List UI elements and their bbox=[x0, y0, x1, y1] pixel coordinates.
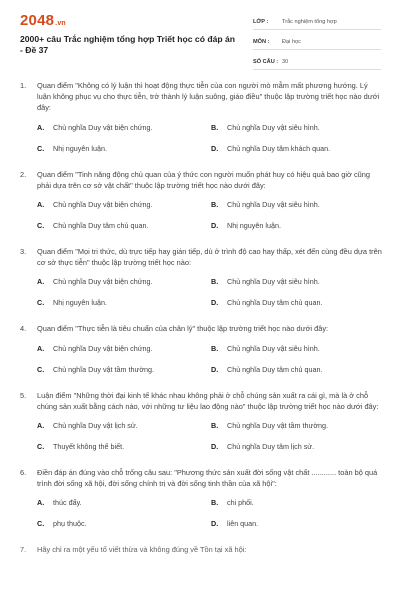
answer-option-a[interactable] bbox=[37, 498, 211, 508]
question-text: Quan điểm "Tinh năng động chủ quan của ý thức con người muốn phát huy có hiệu quả bao giờ cũng phải dựa trên cơ sở vật chất" thuộc lập trường triết học nào dưới đây: bbox=[37, 169, 370, 190]
question-item bbox=[20, 246, 382, 308]
meta-label: LỚP : bbox=[253, 18, 269, 25]
option-text: Chủ nghĩa Duy tâm chủ quan. bbox=[227, 298, 323, 308]
option-text: thúc đẩy. bbox=[53, 498, 82, 508]
answer-option-c[interactable] bbox=[37, 442, 211, 452]
answer-option-a[interactable] bbox=[37, 277, 211, 287]
option-letter: B. bbox=[211, 343, 219, 353]
option-text: Chủ nghĩa Duy tâm chủ quan. bbox=[53, 221, 149, 231]
page-title: 2000+ câu Trắc nghiệm tổng hợp Triết học có đáp án - Đề 37 bbox=[20, 34, 236, 55]
option-letter: C. bbox=[37, 364, 45, 374]
option-letter: D. bbox=[211, 519, 219, 529]
site-logo[interactable] bbox=[20, 12, 66, 29]
option-letter: A. bbox=[37, 498, 45, 508]
option-text: Chủ nghĩa Duy vật tầm thường. bbox=[53, 364, 155, 374]
option-text: Chủ nghĩa Duy vật tầm thường. bbox=[227, 421, 329, 431]
option-text: chi phối. bbox=[227, 498, 254, 508]
answer-options bbox=[37, 123, 382, 154]
option-letter: D. bbox=[211, 298, 219, 308]
question-number: 4. bbox=[20, 324, 27, 334]
option-text: Chủ nghĩa Duy vật siêu hình. bbox=[227, 200, 320, 210]
answer-option-d[interactable] bbox=[211, 365, 385, 375]
meta-value: Trắc nghiệm tổng hợp bbox=[282, 18, 337, 25]
answer-option-c[interactable] bbox=[37, 144, 211, 154]
answer-option-c[interactable] bbox=[37, 221, 211, 231]
answer-options bbox=[37, 421, 382, 452]
question-item bbox=[20, 169, 382, 231]
answer-option-a[interactable] bbox=[37, 123, 211, 133]
question-text: Điền đáp án đúng vào chỗ trống câu sau: "Phương thức sản xuất đời sống vật chất ............ toàn bộ quá trình đời sống xã hội, đời sống chính trị và đời sống tinh thần của xã hội": bbox=[37, 468, 378, 489]
question-number: 5. bbox=[20, 390, 27, 400]
answer-options bbox=[37, 344, 382, 375]
option-letter: D. bbox=[211, 143, 219, 153]
answer-option-b[interactable] bbox=[211, 421, 385, 431]
option-letter: D. bbox=[211, 364, 219, 374]
option-text: Chủ nghĩa Duy vật biện chứng. bbox=[53, 122, 153, 132]
answer-option-b[interactable] bbox=[211, 123, 385, 133]
question-text: Hãy chỉ ra một yếu tố viết thừa và không đúng về Tồn tại xã hội: bbox=[37, 545, 247, 555]
document-header bbox=[0, 0, 400, 64]
answer-option-d[interactable] bbox=[211, 221, 385, 231]
question-text: Quan điểm "Không có lý luận thì hoạt động thực tiễn của con người mò mẫm mất phương hướng. Lý luận không phục vụ cho thực tiễn, trở thành lý luận suông, giáo điều" thuộc lập trường triết học nào dưới đây: bbox=[37, 81, 380, 113]
answer-option-a[interactable] bbox=[37, 344, 211, 354]
question-number: 7. bbox=[20, 545, 27, 555]
question-number: 2. bbox=[20, 169, 27, 179]
answer-option-a[interactable] bbox=[37, 421, 211, 431]
option-text: phụ thuộc. bbox=[53, 519, 87, 529]
answer-options bbox=[37, 277, 382, 308]
option-text: Chủ nghĩa Duy vật lịch sử. bbox=[53, 421, 138, 431]
answer-option-a[interactable] bbox=[37, 200, 211, 210]
option-letter: D. bbox=[211, 221, 219, 231]
answer-option-b[interactable] bbox=[211, 200, 385, 210]
answer-option-d[interactable] bbox=[211, 519, 385, 529]
option-text: Chủ nghĩa Duy tâm lịch sử. bbox=[227, 442, 315, 452]
option-text: Chủ nghĩa Duy tâm khách quan. bbox=[227, 143, 331, 153]
option-text: Chủ nghĩa Duy vật siêu hình. bbox=[227, 122, 320, 132]
option-text: Chủ nghĩa Duy tâm chủ quan. bbox=[227, 364, 323, 374]
option-text: Nhị nguyên luận. bbox=[53, 143, 107, 153]
question-item bbox=[20, 390, 382, 452]
meta-row-subject bbox=[253, 34, 381, 50]
option-letter: A. bbox=[37, 122, 45, 132]
question-number: 6. bbox=[20, 468, 27, 478]
option-text: Nhị nguyên luận. bbox=[227, 221, 281, 231]
option-letter: C. bbox=[37, 442, 45, 452]
question-text: Quan điểm "Mọi tri thức, dù trực tiếp hay gián tiếp, dù ở trình độ cao hay thấp, xét đến cùng đều dựa trên cơ sở thực tiễn" thuộc lập trường triết học nào: bbox=[37, 247, 382, 268]
option-letter: B. bbox=[211, 421, 219, 431]
meta-label: SỐ CÂU : bbox=[253, 58, 279, 65]
option-letter: C. bbox=[37, 221, 45, 231]
answer-option-d[interactable] bbox=[211, 442, 385, 452]
answer-option-d[interactable] bbox=[211, 298, 385, 308]
meta-row-class bbox=[253, 14, 381, 30]
question-number: 1. bbox=[20, 81, 27, 90]
option-letter: B. bbox=[211, 122, 219, 132]
meta-value: 30 bbox=[282, 58, 289, 65]
option-text: Chủ nghĩa Duy vật biện chứng. bbox=[53, 200, 153, 210]
meta-row-count bbox=[253, 54, 381, 70]
question-text: Quan điểm "Thực tiễn là tiêu chuẩn của chân lý" thuộc lập trường triết học nào dưới đây: bbox=[37, 324, 329, 334]
option-letter: D. bbox=[211, 442, 219, 452]
option-letter: A. bbox=[37, 200, 45, 210]
answer-option-c[interactable] bbox=[37, 298, 211, 308]
meta-label: MÔN : bbox=[253, 38, 270, 45]
answer-option-b[interactable] bbox=[211, 344, 385, 354]
option-text: Chủ nghĩa Duy vật siêu hình. bbox=[227, 343, 320, 353]
answer-option-b[interactable] bbox=[211, 277, 385, 287]
option-text: liên quan. bbox=[227, 519, 259, 529]
answer-options bbox=[37, 498, 382, 529]
option-letter: A. bbox=[37, 421, 45, 431]
option-text: Chủ nghĩa Duy vật biện chứng. bbox=[53, 343, 153, 353]
option-text: Nhị nguyên luận. bbox=[53, 298, 107, 308]
question-number: 3. bbox=[20, 247, 27, 257]
question-item bbox=[20, 80, 382, 154]
option-letter: A. bbox=[37, 277, 45, 287]
logo-suffix: .vn bbox=[55, 20, 66, 27]
option-text: Chủ nghĩa Duy vật siêu hình. bbox=[227, 277, 320, 287]
answer-option-c[interactable] bbox=[37, 365, 211, 375]
answer-option-d[interactable] bbox=[211, 144, 385, 154]
option-letter: B. bbox=[211, 498, 219, 508]
question-item bbox=[20, 467, 382, 529]
answer-option-b[interactable] bbox=[211, 498, 385, 508]
question-list bbox=[20, 80, 382, 571]
option-text: Thuyết không thể biết. bbox=[53, 442, 125, 452]
option-letter: C. bbox=[37, 519, 45, 529]
option-letter: B. bbox=[211, 200, 219, 210]
answer-option-c[interactable] bbox=[37, 519, 211, 529]
logo-text: 2048 bbox=[20, 12, 55, 29]
meta-info-panel bbox=[253, 14, 381, 74]
option-letter: A. bbox=[37, 343, 45, 353]
answer-options bbox=[37, 200, 382, 231]
meta-value: Đại học bbox=[282, 38, 301, 45]
question-text: Luận điểm "Những thời đại kinh tế khác nhau không phải ở chỗ chúng sản xuất ra cái gì, mà là ở chỗ chúng sản xuất bằng cách nào, với những tư liệu lao động nào" thuộc lập trường triết học nào dưới đây: bbox=[37, 390, 379, 411]
option-letter: B. bbox=[211, 277, 219, 287]
question-item bbox=[20, 323, 382, 374]
option-letter: C. bbox=[37, 298, 45, 308]
option-letter: C. bbox=[37, 143, 45, 153]
question-item bbox=[20, 544, 382, 555]
option-text: Chủ nghĩa Duy vật biện chứng. bbox=[53, 277, 153, 287]
